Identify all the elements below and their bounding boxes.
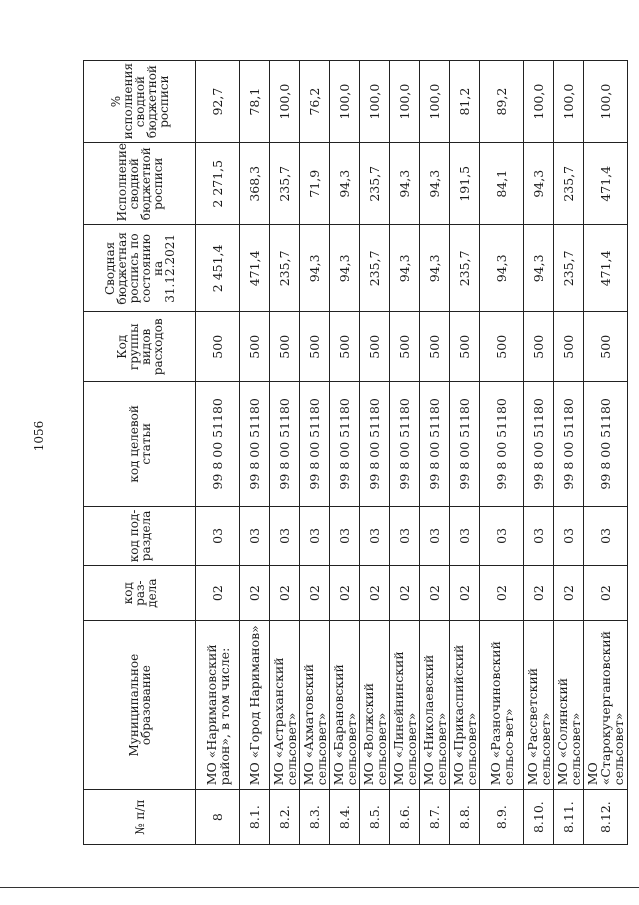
table-cell: 02 <box>240 566 270 621</box>
table-row <box>450 61 480 845</box>
table-cell: 8 <box>196 790 240 845</box>
table-cell: 84,1 <box>480 143 524 225</box>
table-cell: 02 <box>524 566 554 621</box>
table-cell: 03 <box>196 506 240 566</box>
table-cell: 02 <box>270 566 300 621</box>
table-cell: 8.8. <box>450 790 480 845</box>
table-row <box>240 61 270 845</box>
table-cell: 8.10. <box>524 790 554 845</box>
table-cell: 8.7. <box>420 790 450 845</box>
table-cell: 94,3 <box>420 143 450 225</box>
table-cell: 100,0 <box>330 61 360 143</box>
table-cell: 100,0 <box>420 61 450 143</box>
budget-execution-table <box>83 60 628 845</box>
table-row <box>554 61 584 845</box>
table-row <box>584 61 628 845</box>
table-cell: 235,7 <box>450 225 480 312</box>
table-cell: 500 <box>584 312 628 382</box>
table-cell: 81,2 <box>450 61 480 143</box>
table-cell: 99 8 00 51180 <box>196 382 240 506</box>
table-cell: 02 <box>554 566 584 621</box>
header-cell: код раз-дела <box>84 566 196 621</box>
table-cell: 94,3 <box>390 225 420 312</box>
table-cell: 99 8 00 51180 <box>450 382 480 506</box>
table-header-row <box>84 61 196 845</box>
table-cell: МО «Разночиновский сельсо-вет» <box>480 621 524 790</box>
table-cell: 2 451,4 <box>196 225 240 312</box>
table-cell: 94,3 <box>300 225 330 312</box>
table-cell: 02 <box>390 566 420 621</box>
table-cell: 02 <box>330 566 360 621</box>
table-cell: 99 8 00 51180 <box>270 382 300 506</box>
table-row <box>480 61 524 845</box>
table-cell: МО «Рассветский сельсовет» <box>524 621 554 790</box>
table-cell: МО «Наримановский район», в том числе: <box>196 621 240 790</box>
table-cell: 235,7 <box>360 143 390 225</box>
table-cell: 100,0 <box>360 61 390 143</box>
table-cell: МО «Прикаспийский сельсовет» <box>450 621 480 790</box>
header-cell: код под-раздела <box>84 506 196 566</box>
header-cell: Код группы видов расходов <box>84 312 196 382</box>
table-cell: 03 <box>270 506 300 566</box>
table-cell: 500 <box>450 312 480 382</box>
table-cell: 471,4 <box>584 143 628 225</box>
header-cell: Исполнение сводной бюджетной росписи <box>84 143 196 225</box>
table-cell: 500 <box>390 312 420 382</box>
table-cell: 02 <box>450 566 480 621</box>
table-cell: 100,0 <box>524 61 554 143</box>
table-cell: 03 <box>420 506 450 566</box>
table-cell: 191,5 <box>450 143 480 225</box>
table-cell: 99 8 00 51180 <box>420 382 450 506</box>
table-cell: 500 <box>240 312 270 382</box>
table-cell: 500 <box>420 312 450 382</box>
table-cell: 94,3 <box>330 143 360 225</box>
table-cell: 03 <box>390 506 420 566</box>
table-cell: 02 <box>584 566 628 621</box>
table-cell: 8.9. <box>480 790 524 845</box>
table-cell: 500 <box>300 312 330 382</box>
header-cell: код целевой статьи <box>84 382 196 506</box>
table-cell: 500 <box>524 312 554 382</box>
page-bottom-rule <box>0 887 639 888</box>
table-cell: 03 <box>480 506 524 566</box>
table-cell: 235,7 <box>554 143 584 225</box>
table-cell: 92,7 <box>196 61 240 143</box>
table-cell: 500 <box>196 312 240 382</box>
table-cell: 76,2 <box>300 61 330 143</box>
table-cell: 100,0 <box>390 61 420 143</box>
table-cell: МО «Астраханский сельсовет» <box>270 621 300 790</box>
page-number: 1056 <box>32 420 46 452</box>
table-cell: 02 <box>196 566 240 621</box>
table-cell: 8.2. <box>270 790 300 845</box>
table-cell: МО «Город Нариманов» <box>240 621 270 790</box>
table-cell: 03 <box>330 506 360 566</box>
table-cell: 99 8 00 51180 <box>584 382 628 506</box>
table-cell: 99 8 00 51180 <box>390 382 420 506</box>
table-cell: 235,7 <box>270 143 300 225</box>
table-cell: 8.12. <box>584 790 628 845</box>
table-row <box>196 61 240 845</box>
table-row <box>420 61 450 845</box>
table-cell: 03 <box>584 506 628 566</box>
table-cell: 500 <box>360 312 390 382</box>
table-cell: 100,0 <box>554 61 584 143</box>
table-cell: 03 <box>524 506 554 566</box>
header-cell: Сводная бюджетная роспись по состоянию на 31.12.2021 <box>84 225 196 312</box>
table-cell: 471,4 <box>240 225 270 312</box>
table-cell: 03 <box>360 506 390 566</box>
table-cell: 500 <box>270 312 300 382</box>
table-cell: 02 <box>360 566 390 621</box>
table-cell: 235,7 <box>360 225 390 312</box>
table-cell: 500 <box>554 312 584 382</box>
table-row <box>360 61 390 845</box>
table-cell: 8.6. <box>390 790 420 845</box>
table-cell: 99 8 00 51180 <box>240 382 270 506</box>
table-cell: 03 <box>240 506 270 566</box>
table-cell: 8.5. <box>360 790 390 845</box>
table-cell: 8.3. <box>300 790 330 845</box>
table-cell: 71,9 <box>300 143 330 225</box>
table-cell: 235,7 <box>270 225 300 312</box>
table-cell: 99 8 00 51180 <box>300 382 330 506</box>
table-cell: 8.11. <box>554 790 584 845</box>
table-body <box>196 61 628 845</box>
table-cell: МО «Николаевский сельсовет» <box>420 621 450 790</box>
table-cell: 02 <box>480 566 524 621</box>
table-cell: 94,3 <box>480 225 524 312</box>
table-cell: 99 8 00 51180 <box>360 382 390 506</box>
table-cell: 02 <box>420 566 450 621</box>
table-cell: 99 8 00 51180 <box>480 382 524 506</box>
table-cell: 471,4 <box>584 225 628 312</box>
table-cell: МО «Старокучергановский сельсовет» <box>584 621 628 790</box>
header-cell: № п/п <box>84 790 196 845</box>
table-cell: 99 8 00 51180 <box>330 382 360 506</box>
table-cell: МО «Барановский сельсовет» <box>330 621 360 790</box>
table-cell: 100,0 <box>270 61 300 143</box>
table-cell: 03 <box>450 506 480 566</box>
table-cell: 8.4. <box>330 790 360 845</box>
table-cell: 03 <box>300 506 330 566</box>
table-cell: 94,3 <box>330 225 360 312</box>
budget-table-container <box>83 60 626 845</box>
table-cell: 2 271,5 <box>196 143 240 225</box>
table-cell: 100,0 <box>584 61 628 143</box>
header-cell: % исполнения сводной бюджетной росписи <box>84 61 196 143</box>
table-row <box>390 61 420 845</box>
table-cell: МО «Линейнинский сельсовет» <box>390 621 420 790</box>
table-cell: МО «Солянский сельсовет» <box>554 621 584 790</box>
table-row <box>300 61 330 845</box>
table-cell: 89,2 <box>480 61 524 143</box>
table-cell: 78,1 <box>240 61 270 143</box>
table-cell: МО «Ахматовский сельсовет» <box>300 621 330 790</box>
table-cell: 94,3 <box>524 143 554 225</box>
table-cell: 02 <box>300 566 330 621</box>
table-row <box>524 61 554 845</box>
table-cell: 94,3 <box>390 143 420 225</box>
table-row <box>330 61 360 845</box>
header-cell: Муниципальное образование <box>84 621 196 790</box>
table-cell: 99 8 00 51180 <box>554 382 584 506</box>
table-row <box>270 61 300 845</box>
table-cell: 03 <box>554 506 584 566</box>
table-cell: 94,3 <box>524 225 554 312</box>
table-cell: 368,3 <box>240 143 270 225</box>
table-cell: 94,3 <box>420 225 450 312</box>
table-cell: 235,7 <box>554 225 584 312</box>
table-cell: 500 <box>480 312 524 382</box>
table-cell: 8.1. <box>240 790 270 845</box>
table-cell: МО «Волжский сельсовет» <box>360 621 390 790</box>
table-cell: 500 <box>330 312 360 382</box>
table-cell: 99 8 00 51180 <box>524 382 554 506</box>
